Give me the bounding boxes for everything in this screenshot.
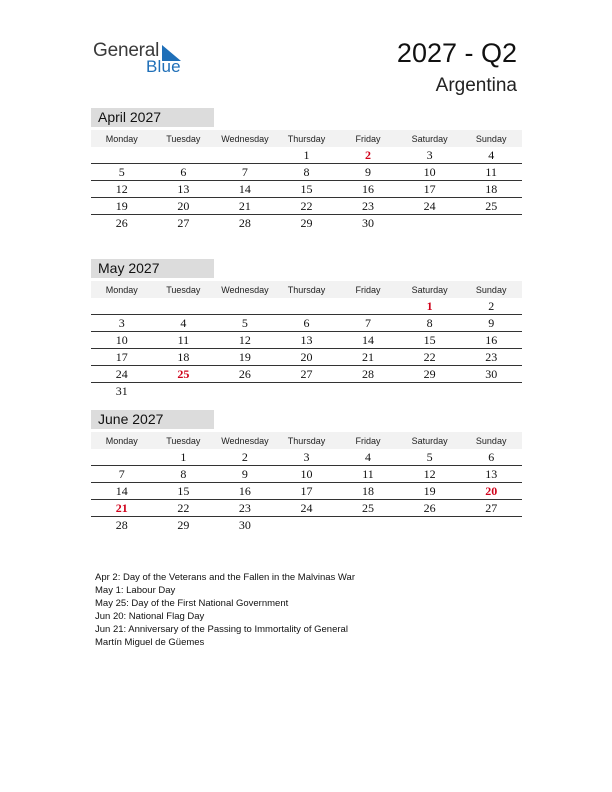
day-cell: 25 [337, 500, 399, 517]
day-cell [276, 383, 338, 400]
day-cell: 16 [460, 332, 522, 349]
weekday-header: Saturday [399, 130, 461, 147]
day-cell: 10 [276, 466, 338, 483]
page-title: 2027 - Q2 [396, 38, 517, 68]
day-cell [214, 298, 276, 315]
day-cell [214, 147, 276, 164]
day-cell: 30 [362, 215, 375, 230]
week-row [91, 383, 522, 400]
month-april [91, 108, 522, 230]
day-cell: 22 [276, 198, 338, 215]
day-cell [399, 517, 461, 534]
week-row [91, 449, 522, 466]
day-cell: 6 [460, 449, 522, 466]
week-row [91, 181, 522, 198]
holiday-day-cell: 21 [91, 500, 153, 517]
week-row [91, 483, 522, 500]
weekday-header: Monday [91, 432, 153, 449]
day-cell: 5 [399, 449, 461, 466]
day-cell: 15 [153, 483, 215, 500]
weekday-header: Sunday [460, 432, 522, 449]
day-cell: 21 [337, 349, 399, 366]
logo-text-general: General [93, 40, 160, 61]
day-cell: 31 [115, 383, 128, 398]
day-cell [399, 383, 461, 400]
day-cell: 22 [153, 500, 215, 517]
day-cell: 3 [91, 315, 153, 332]
weekday-header: Thursday [276, 130, 338, 147]
day-cell: 28 [115, 517, 128, 532]
day-cell: 6 [276, 315, 338, 332]
day-cell: 14 [91, 483, 153, 500]
month-may [91, 259, 522, 398]
weekday-header-row [91, 281, 522, 298]
weekday-header: Saturday [399, 281, 461, 298]
day-cell: 2 [214, 449, 276, 466]
day-cell [460, 215, 522, 232]
week-row [91, 517, 522, 534]
day-cell: 9 [460, 315, 522, 332]
holiday-day-cell: 2 [337, 147, 399, 164]
generalblue-logo [93, 40, 203, 80]
calendar-grid [91, 130, 522, 231]
day-cell: 5 [91, 164, 153, 181]
day-cell: 3 [276, 449, 338, 466]
day-cell: 9 [214, 466, 276, 483]
day-cell: 24 [91, 366, 153, 383]
day-cell: 14 [214, 181, 276, 198]
logo-text-blue: Blue [146, 57, 181, 76]
day-cell: 13 [276, 332, 338, 349]
day-cell: 2 [460, 298, 522, 315]
day-cell: 12 [399, 466, 461, 483]
day-cell: 19 [214, 349, 276, 366]
day-cell: 24 [276, 500, 338, 517]
day-cell: 22 [399, 349, 461, 366]
day-cell: 8 [276, 164, 338, 181]
day-cell: 16 [214, 483, 276, 500]
day-cell: 7 [214, 164, 276, 181]
weekday-header: Tuesday [153, 432, 215, 449]
day-cell: 11 [460, 164, 522, 181]
day-cell: 21 [214, 198, 276, 215]
holiday-day-cell: 25 [153, 366, 215, 383]
day-cell: 26 [115, 215, 128, 230]
day-cell: 16 [337, 181, 399, 198]
day-cell [91, 147, 153, 164]
day-cell [153, 383, 215, 400]
holiday-note: May 25: Day of the First National Government [95, 598, 289, 609]
weekday-header: Friday [337, 130, 399, 147]
weekday-header: Tuesday [153, 281, 215, 298]
week-row [91, 164, 522, 181]
day-cell: 7 [337, 315, 399, 332]
day-cell: 8 [153, 466, 215, 483]
holiday-note: May 1: Labour Day [95, 585, 176, 596]
month-june [91, 410, 522, 532]
day-cell: 17 [276, 483, 338, 500]
day-cell: 4 [153, 315, 215, 332]
day-cell: 10 [91, 332, 153, 349]
day-cell: 19 [91, 198, 153, 215]
day-cell [276, 298, 338, 315]
day-cell: 27 [276, 366, 338, 383]
weekday-header-row [91, 432, 522, 449]
week-row [91, 147, 522, 164]
holiday-day-cell: 20 [460, 483, 522, 500]
week-row [91, 198, 522, 215]
day-cell: 20 [276, 349, 338, 366]
country-name: Argentina [435, 75, 517, 96]
weekday-header: Friday [337, 281, 399, 298]
day-cell: 11 [337, 466, 399, 483]
holiday-note: Jun 20: National Flag Day [95, 611, 205, 622]
day-cell: 15 [276, 181, 338, 198]
weekday-header: Saturday [399, 432, 461, 449]
day-cell: 23 [214, 500, 276, 517]
week-row [91, 466, 522, 483]
day-cell: 5 [214, 315, 276, 332]
day-cell: 29 [399, 366, 461, 383]
day-cell [276, 517, 338, 534]
weekday-header: Thursday [276, 281, 338, 298]
weekday-header: Sunday [460, 130, 522, 147]
holiday-notes [95, 571, 355, 649]
weekday-header: Wednesday [214, 432, 276, 449]
day-cell [337, 298, 399, 315]
day-cell: 8 [399, 315, 461, 332]
weekday-header: Wednesday [214, 130, 276, 147]
weekday-header: Thursday [276, 432, 338, 449]
holiday-day-cell: 1 [399, 298, 461, 315]
holiday-note: Martín Miguel de Güemes [95, 637, 205, 648]
week-row [91, 298, 522, 315]
holiday-note: Jun 21: Anniversary of the Passing to Immortality of General [95, 624, 348, 635]
week-row [91, 332, 522, 349]
day-cell [337, 517, 399, 534]
week-row [91, 349, 522, 366]
day-cell: 28 [238, 215, 251, 230]
day-cell [337, 383, 399, 400]
week-row [91, 366, 522, 383]
day-cell: 23 [337, 198, 399, 215]
day-cell: 17 [91, 349, 153, 366]
week-row [91, 315, 522, 332]
day-cell: 1 [276, 147, 338, 164]
day-cell [214, 383, 276, 400]
day-cell: 12 [91, 181, 153, 198]
week-row [91, 215, 522, 232]
day-cell: 14 [337, 332, 399, 349]
weekday-header: Tuesday [153, 130, 215, 147]
day-cell: 30 [460, 366, 522, 383]
month-label: May 2027 [91, 259, 214, 278]
day-cell [91, 298, 153, 315]
day-cell [153, 147, 215, 164]
day-cell: 27 [177, 215, 190, 230]
day-cell: 19 [399, 483, 461, 500]
day-cell: 29 [177, 517, 190, 532]
day-cell: 20 [153, 198, 215, 215]
day-cell: 13 [153, 181, 215, 198]
day-cell: 3 [399, 147, 461, 164]
day-cell: 6 [153, 164, 215, 181]
day-cell: 10 [399, 164, 461, 181]
weekday-header: Friday [337, 432, 399, 449]
day-cell: 4 [460, 147, 522, 164]
day-cell: 29 [300, 215, 313, 230]
weekday-header-row [91, 130, 522, 147]
day-cell: 17 [399, 181, 461, 198]
day-cell [91, 449, 153, 466]
day-cell: 12 [214, 332, 276, 349]
day-cell: 7 [91, 466, 153, 483]
day-cell: 30 [238, 517, 251, 532]
day-cell: 26 [214, 366, 276, 383]
day-cell [153, 298, 215, 315]
month-label: June 2027 [91, 410, 214, 429]
day-cell [399, 215, 461, 232]
month-label: April 2027 [91, 108, 214, 127]
day-cell: 23 [460, 349, 522, 366]
day-cell [460, 517, 522, 534]
weekday-header: Sunday [460, 281, 522, 298]
day-cell: 18 [337, 483, 399, 500]
weekday-header: Monday [91, 281, 153, 298]
day-cell: 9 [337, 164, 399, 181]
day-cell: 26 [399, 500, 461, 517]
week-row [91, 500, 522, 517]
calendar-grid [91, 281, 522, 399]
day-cell: 15 [399, 332, 461, 349]
weekday-header: Monday [91, 130, 153, 147]
day-cell: 25 [460, 198, 522, 215]
day-cell: 24 [399, 198, 461, 215]
day-cell: 28 [337, 366, 399, 383]
day-cell: 18 [460, 181, 522, 198]
day-cell: 18 [153, 349, 215, 366]
day-cell: 1 [153, 449, 215, 466]
day-cell: 11 [153, 332, 215, 349]
weekday-header: Wednesday [214, 281, 276, 298]
holiday-note: Apr 2: Day of the Veterans and the Fallen in the Malvinas War [95, 572, 355, 583]
day-cell: 13 [460, 466, 522, 483]
day-cell [460, 383, 522, 400]
day-cell: 4 [337, 449, 399, 466]
calendar-grid [91, 432, 522, 533]
day-cell: 27 [460, 500, 522, 517]
